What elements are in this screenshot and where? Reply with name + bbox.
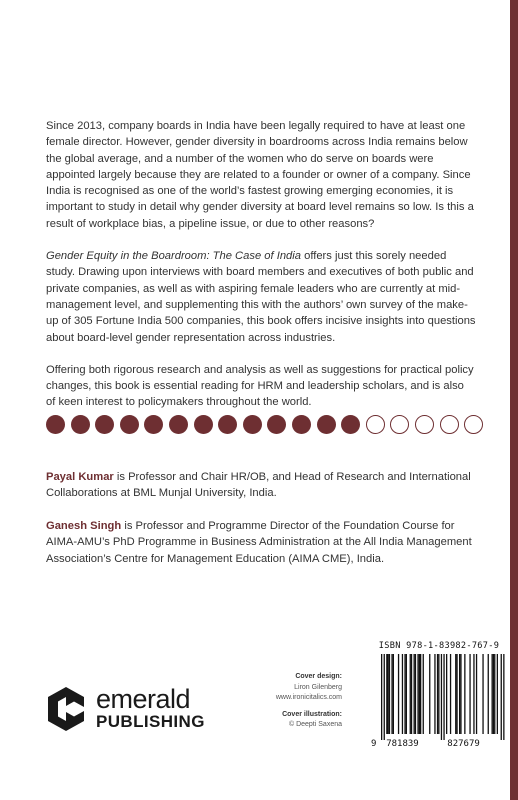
author-name-2: Ganesh Singh xyxy=(46,520,122,532)
filled-dot xyxy=(46,415,65,434)
filled-dot xyxy=(95,415,114,434)
barcode-bar xyxy=(419,654,420,734)
barcode-bar xyxy=(388,654,389,734)
barcode-bar xyxy=(438,654,439,734)
barcode-bar xyxy=(381,654,382,740)
filled-dot xyxy=(317,415,336,434)
barcode-bar xyxy=(446,654,447,734)
barcode-bar xyxy=(391,654,392,734)
barcode-digits-right: 827679 xyxy=(447,739,480,748)
filled-dot xyxy=(341,415,360,434)
barcode-first-digit: 9 xyxy=(371,739,377,748)
barcode-bar xyxy=(482,654,483,734)
barcode-bar xyxy=(410,654,411,734)
filled-dot xyxy=(218,415,237,434)
blurb-paragraph-3: Offering both rigorous research and analysis as well as suggestions for practical policy changes, this book is essential reading for HRM and leadership scholars, and is also of keen interest to policymakers throughout the world. xyxy=(46,363,474,409)
isbn-barcode-block xyxy=(369,641,509,748)
barcode-bar xyxy=(386,654,387,734)
barcode-bar xyxy=(456,654,457,734)
barcode-bar xyxy=(488,654,489,734)
blurb xyxy=(46,118,476,427)
filled-dot xyxy=(292,415,311,434)
spine-edge xyxy=(510,0,518,800)
empty-dot xyxy=(464,415,483,434)
empty-dot xyxy=(440,415,459,434)
barcode-bar xyxy=(437,654,438,734)
barcode-bar xyxy=(493,654,494,734)
barcode-bar xyxy=(443,654,444,740)
publisher-wordmark xyxy=(96,683,205,732)
barcode-bar xyxy=(497,654,498,734)
barcode-bar xyxy=(492,654,493,734)
barcode-bar xyxy=(389,654,390,734)
publisher-name-line2: PUBLISHING xyxy=(96,711,205,731)
book-title: Gender Equity in the Boardroom: The Case of India xyxy=(46,250,301,263)
barcode-bar xyxy=(384,654,385,740)
filled-dot xyxy=(169,415,188,434)
filled-dot xyxy=(194,415,213,434)
blurb-paragraph-2 xyxy=(46,248,476,346)
filled-dot xyxy=(120,415,139,434)
barcode-bar xyxy=(420,654,421,734)
filled-dot xyxy=(267,415,286,434)
barcode-bar xyxy=(429,654,430,734)
barcode-bar xyxy=(393,654,394,734)
barcode-bar xyxy=(455,654,456,734)
cover-credits xyxy=(200,672,342,731)
author-bio-1 xyxy=(46,469,486,502)
barcode-bar xyxy=(411,654,412,734)
barcode-bar xyxy=(398,654,399,734)
blurb-paragraph-1: Since 2013, company boards in India have been legally required to have at least one female director. However, gender diversity in boardrooms across India remains below the global average, and a number of the women who do serve on boards were appointed largely because they are related to a founder or owner of a company. Since India is recognised as one of the world’s fastest growing emerging economies, it is important to study in detail why gender diversity at board level remains so low. Is this a result of workplace bias, a pipeline issue, or due to other reasons? xyxy=(46,120,474,230)
barcode-bar xyxy=(460,654,461,734)
barcode-bar xyxy=(503,654,504,740)
barcode-bar xyxy=(476,654,477,734)
barcode-bar xyxy=(469,654,470,734)
barcode-bar xyxy=(423,654,424,734)
filled-dot xyxy=(71,415,90,434)
cover-illustrator-name: © Deepti Saxena xyxy=(288,721,342,728)
barcode-bar xyxy=(417,654,418,734)
cover-design-label: Cover design: xyxy=(295,673,342,680)
empty-dot xyxy=(390,415,409,434)
isbn-label: ISBN 978-1-83982-767-9 xyxy=(378,641,500,651)
cover-designer-name: Liron Gilenberg xyxy=(294,683,342,691)
cover-designer-website: www.ironicitalics.com xyxy=(275,694,342,701)
cover-illustration-label: Cover illustration: xyxy=(282,710,342,718)
barcode-bar xyxy=(450,654,451,734)
barcode-bar xyxy=(464,654,465,734)
barcode xyxy=(369,654,509,748)
barcode-bar xyxy=(404,654,405,734)
empty-dot xyxy=(366,415,385,434)
author-bio-2 xyxy=(46,518,486,567)
barcode-bar xyxy=(459,654,460,734)
filled-dot xyxy=(144,415,163,434)
barcode-bar xyxy=(415,654,416,734)
barcode-bar xyxy=(406,654,407,734)
barcode-bar xyxy=(414,654,415,734)
publisher-logo xyxy=(46,685,205,733)
barcode-bar xyxy=(494,654,495,734)
barcode-bar xyxy=(434,654,435,734)
author-bio-text-2: is Professor and Programme Director of the Foundation Course for AIMA-AMU’s PhD Programme in Business Administration at the All India Management Association’s Centre for Management Education (AIMA CME), India. xyxy=(46,520,472,565)
barcode-bar xyxy=(402,654,403,734)
barcode-digits-left: 781839 xyxy=(386,739,419,748)
author-bio-text-1: is Professor and Chair HR/OB, and Head of Research and International Collaborations at BML Munjal University, India. xyxy=(46,471,471,500)
decorative-dot-row xyxy=(46,415,483,437)
author-name-1: Payal Kumar xyxy=(46,471,114,483)
empty-dot xyxy=(415,415,434,434)
filled-dot xyxy=(243,415,262,434)
barcode-bar xyxy=(441,654,442,740)
emerald-logo-icon xyxy=(46,685,86,733)
blurb-paragraph-2-text: offers just this sorely needed study. Drawing upon interviews with board members and executives of both public and private companies, as well as with aspiring female leaders who are currently at mid-management level, and supplementing this with the authors’ own survey of the make-up of 305 Fortune India 500 companies, this book offers incisive insights into questions about board-level gender representation across industries. xyxy=(46,250,476,344)
barcode-bar xyxy=(501,654,502,740)
publisher-name-line1: emerald xyxy=(96,683,191,714)
barcode-bar xyxy=(473,654,474,734)
